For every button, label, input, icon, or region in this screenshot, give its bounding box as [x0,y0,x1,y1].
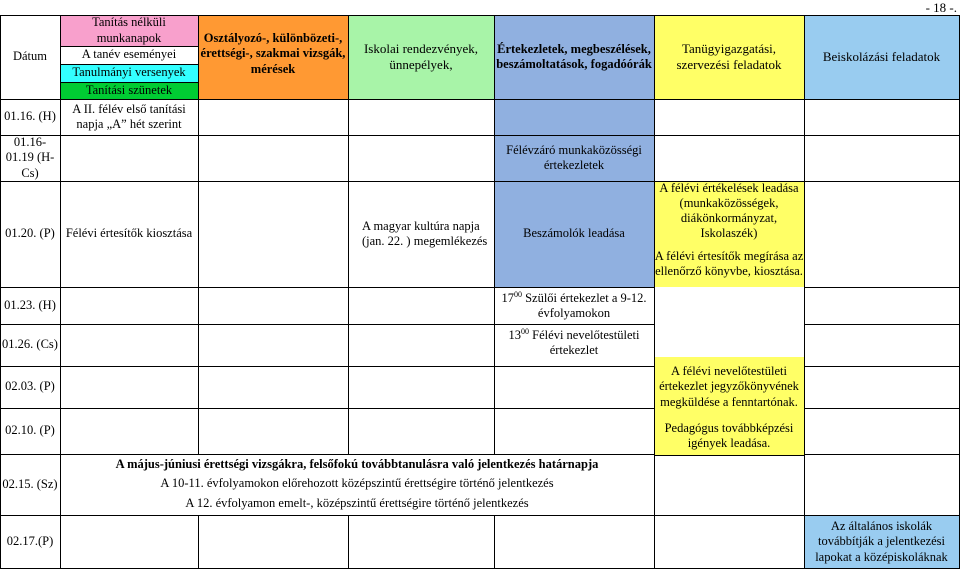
enrollment-forwarding: Az általános iskolák továbbítják a jelentkezési lapokat a középiskoláknak [815,519,948,564]
grid-line [804,324,960,325]
staff-meeting [494,324,654,366]
header-ceremonies: Iskolai rendezvények, ünnepélyek, [348,15,494,99]
grid-line [198,15,199,454]
date-row-9: 02.17.(P) [6,534,54,549]
exam-registration-12: A 12. évfolyamon emelt-, középszintű érettségire történő jelentkezés [185,495,529,510]
header-meetings: Értekezletek, megbeszélések, beszámoltatások, fogadóórák [494,15,654,99]
page-number: - 18 -. [925,0,957,15]
grid-line [654,15,655,569]
parents-meeting-time: 17 [501,290,514,305]
exam-registration-deadline: A május-júniusi érettségi vizsgákra, felsőfokú továbbtanulásra való jelentkezés határnapja [115,457,599,472]
report-cards-distribution: Félévi értesítők kiosztása [65,226,193,241]
date-row-2: 01.16-01.19 (H-Cs) [5,135,55,180]
grid-line [494,15,495,454]
header-competitions: Tanulmányi versenyek [60,64,198,82]
admin-report-writing: A félévi értesítők megírása az ellenőrző könyvbe, kiosztása. [654,248,804,278]
grid-line [0,408,654,409]
staff-meeting-sup: 00 [521,327,530,336]
first-teaching-day: A II. félév első tanítási napja „A” hét szerint [72,101,186,131]
grid-line [804,15,805,569]
grid-line [0,324,654,325]
date-row-5: 01.26. (Cs) [2,337,58,352]
header-enrollment: Beiskolázási feladatok [804,15,959,99]
date-row-4: 01.23. (H) [4,297,56,312]
date-row-8: 02.15. (Sz) [2,476,58,491]
grid-line [60,15,61,569]
header-date: Dátum [0,15,60,99]
header-school-year-events: A tanév eseményei [60,46,198,64]
date-row-1: 01.16. (H) [4,109,56,124]
header-exams: Osztályozó-, különbözeti-, érettségi-, szakmai vizsgák, mérések [198,15,348,99]
parents-meeting [494,287,654,324]
midterm-meetings: Félévzáró munkaközösségi értekezletek [506,142,642,172]
grid-line [0,181,960,182]
reports-submission: Beszámolók leadása [523,226,625,241]
parents-meeting-sup: 00 [513,289,522,299]
grid-line [0,515,960,516]
grid-line [0,287,654,288]
grid-line [494,515,495,569]
culture-day-commemoration: A magyar kultúra napja (jan. 22. ) megemlékezés [362,218,488,248]
grid-line [0,454,654,455]
admin-minutes: A félévi nevelőtestületi értekezlet jegyzőkönyvének megküldése a fenntartónak. [659,364,799,409]
grid-line [0,366,654,367]
exam-registration-10-11: A 10-11. évfolyamokon előrehozott középszintű érettségire történő jelentkezés [160,476,554,491]
header-school-breaks: Tanítási szünetek [60,82,198,99]
date-row-6: 02.03. (P) [5,379,55,394]
parents-meeting-text: Szülői értekezlet a 9-12. évfolyamokon [525,290,647,321]
admin-evaluations: A félévi értékelések leadása (munkaközösségek, diákönkormányzat, Iskolaszék) [659,181,799,241]
grid-line [0,99,960,100]
grid-line [804,408,960,409]
date-row-7: 02.10. (P) [5,423,55,438]
grid-line [0,15,1,569]
grid-line [60,46,198,47]
grid-line [60,82,198,83]
grid-line [804,366,960,367]
staff-meeting-text: Félévi nevelőtestületi értekezlet [532,328,640,358]
grid-line [348,15,349,454]
header-non-teaching-days: Tanítás nélküli munkanapok [60,15,198,46]
date-row-3: 01.20. (P) [5,226,55,241]
grid-line [804,287,960,288]
grid-line [654,455,804,456]
grid-line [804,454,960,455]
staff-meeting-time: 13 [508,328,522,343]
admin-training-needs: Pedagógus továbbképzési igények leadása. [664,420,794,450]
grid-line [0,135,960,136]
grid-line [0,15,960,16]
grid-line [198,515,199,569]
grid-line [348,515,349,569]
header-admin: Tanügyigazgatási, szervezési feladatok [654,15,804,99]
grid-line [60,64,198,65]
